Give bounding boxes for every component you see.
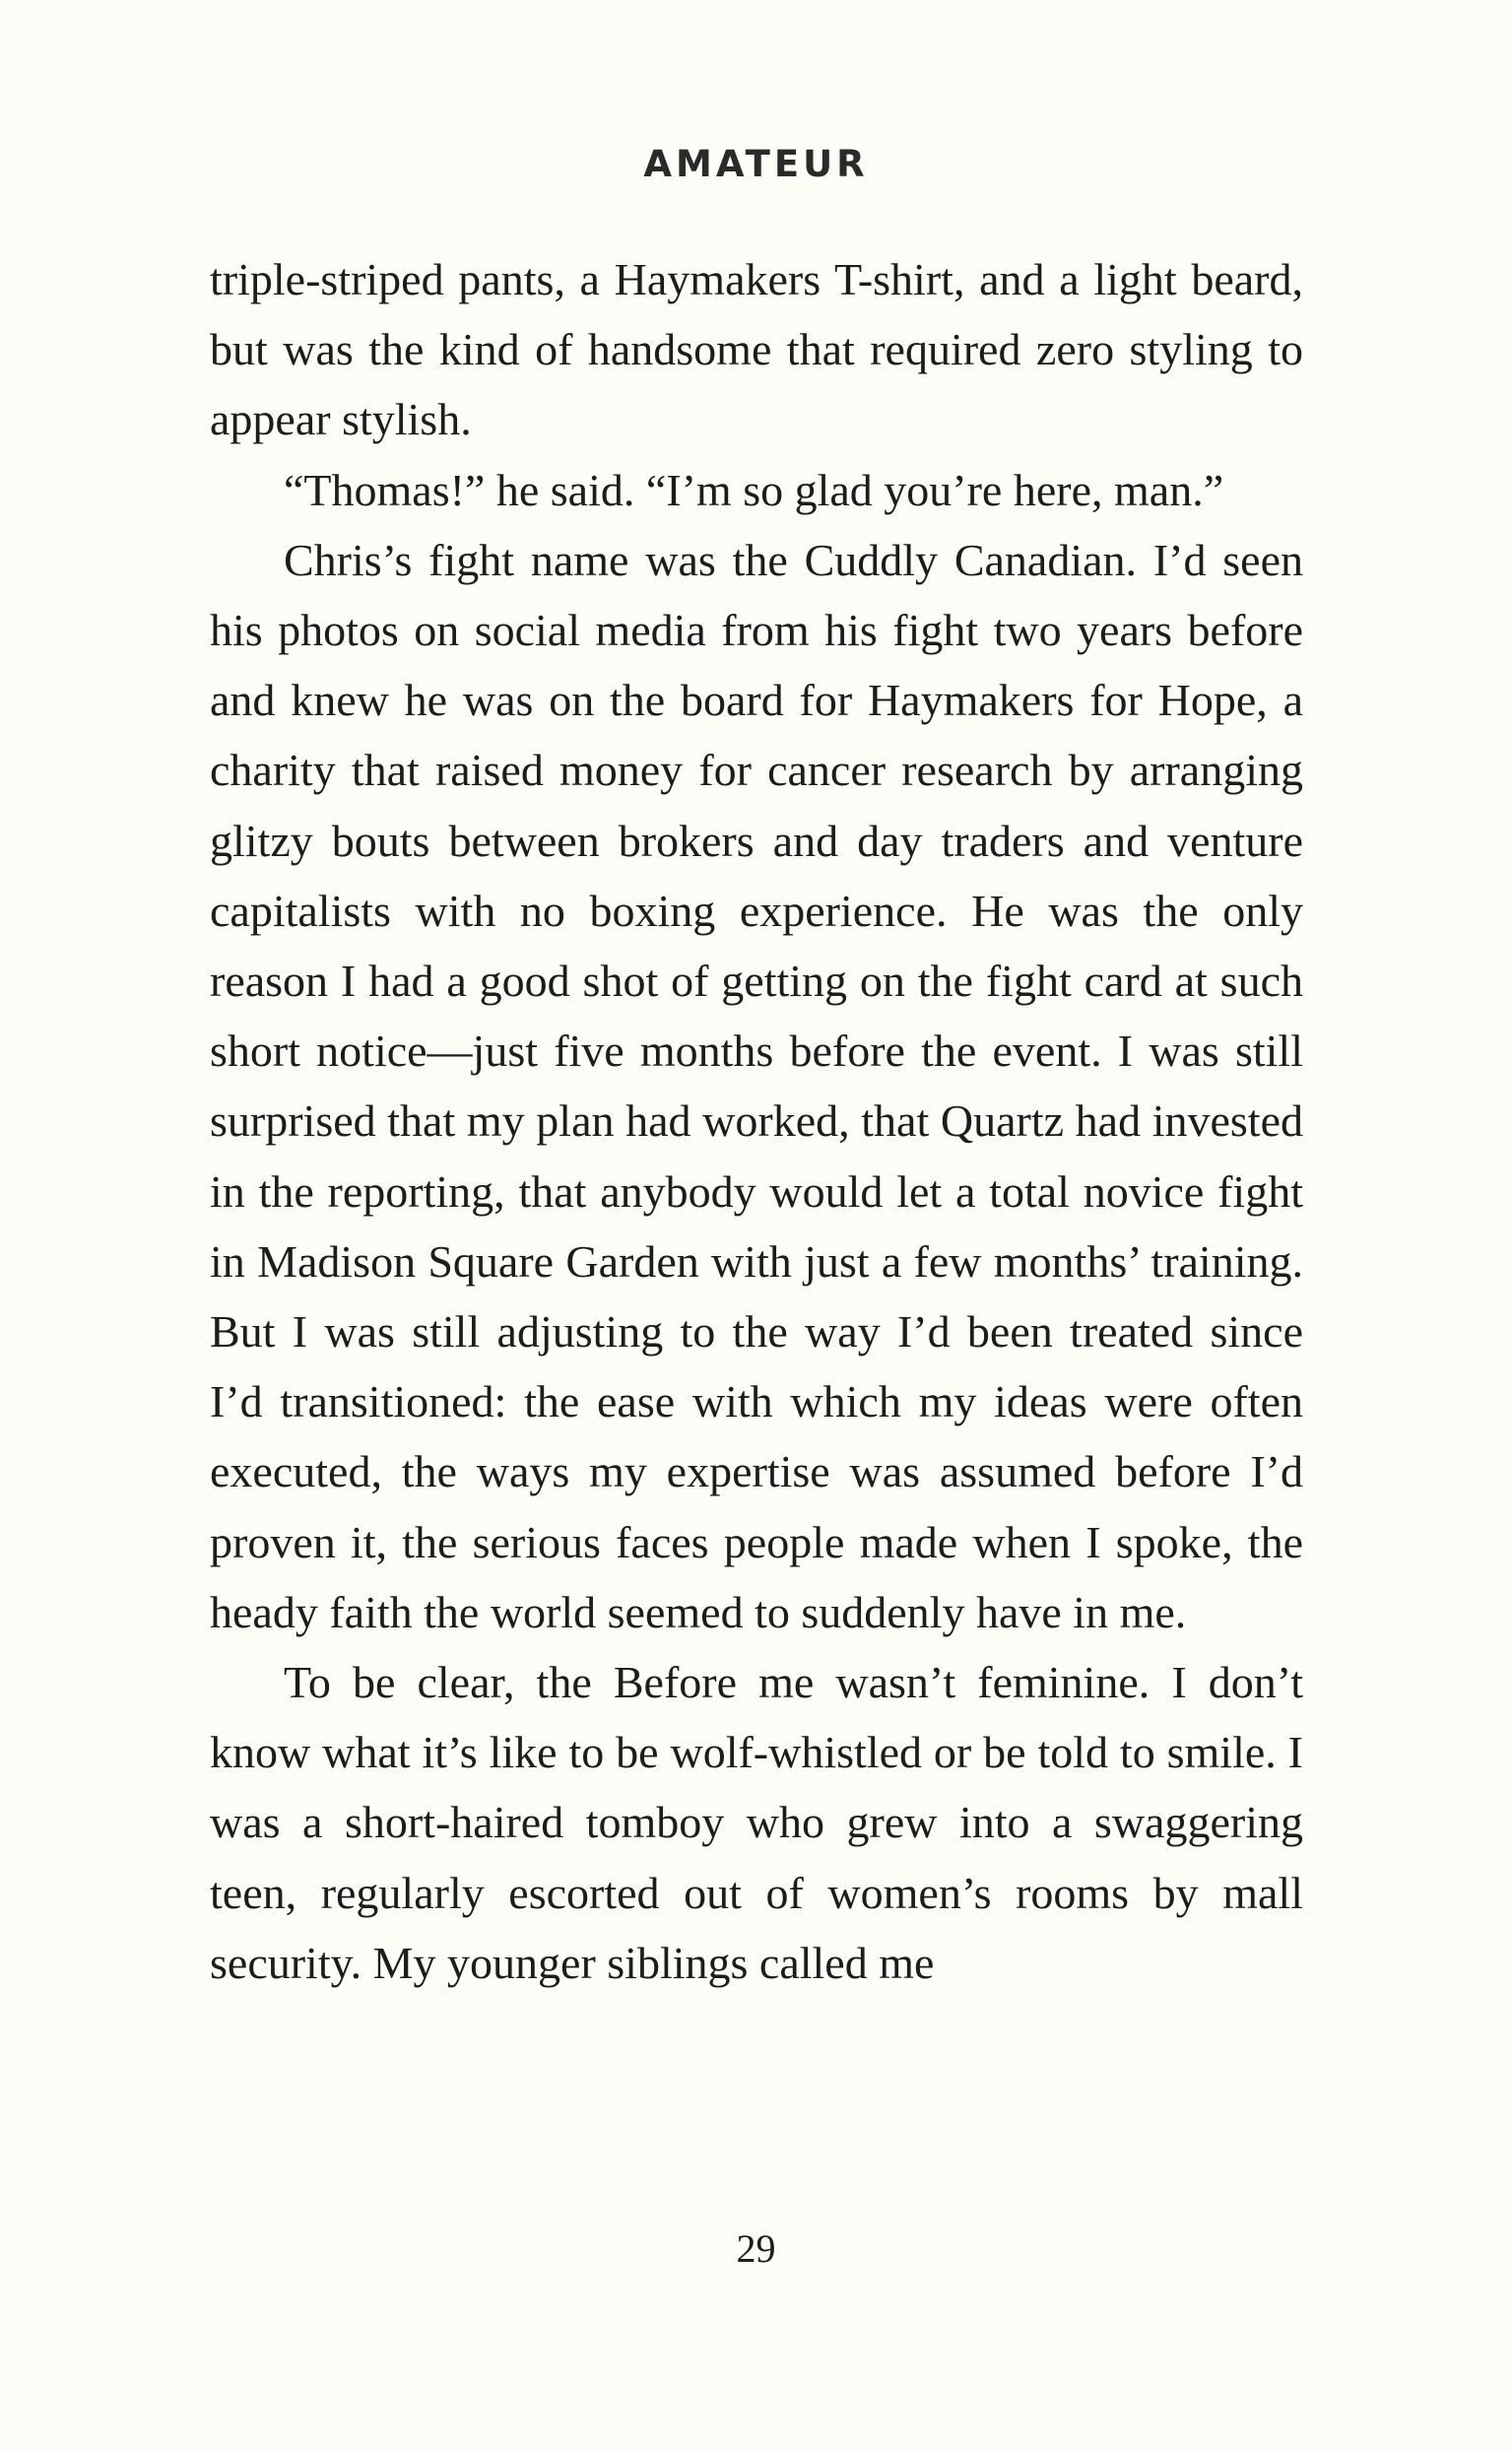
paragraph: To be clear, the Before me wasn’t feminine. I don’t know what it’s like to be wolf-whistled or be told to smile. I was a short-haired tomboy who grew into a swaggering teen, regularly escorted out of women’s rooms by mall security. My younger siblings called me (210, 1657, 1303, 1988)
page-number: 29 (736, 2226, 776, 2271)
paragraph-continuation: triple-striped pants, a Haymakers T-shirt, and a light beard, but was the kind of handsome that required zero styling to appear stylish. (210, 254, 1303, 445)
paragraph-dialogue: “Thomas!” he said. “I’m so glad you’re here, man.” (284, 464, 1224, 515)
running-head-title: AMATEUR (643, 143, 869, 185)
paragraph: Chris’s fight name was the Cuddly Canadian. I’d seen his photos on social media from his fight two years before and knew he was on the board for Haymakers for Hope, a charity that raised money for cancer research by arranging glitzy bouts between brokers and day traders and venture capitalists with no boxing experience. He was the only reason I had a good shot of getting on the fight card at such short notice—just five months before the event. I was still surprised that my plan had worked, that Quartz had invested in the reporting, that anybody would let a total novice fight in Madison Square Garden with just a few months’ training. But I was still adjusting to the way I’d been treated since I’d transitioned: the ease with which my ideas were often executed, the ways my expertise was assumed before I’d proven it, the serious faces people made when I spoke, the heady faith the world seemed to suddenly have in me. (210, 534, 1303, 1637)
body-text (210, 244, 1303, 1998)
